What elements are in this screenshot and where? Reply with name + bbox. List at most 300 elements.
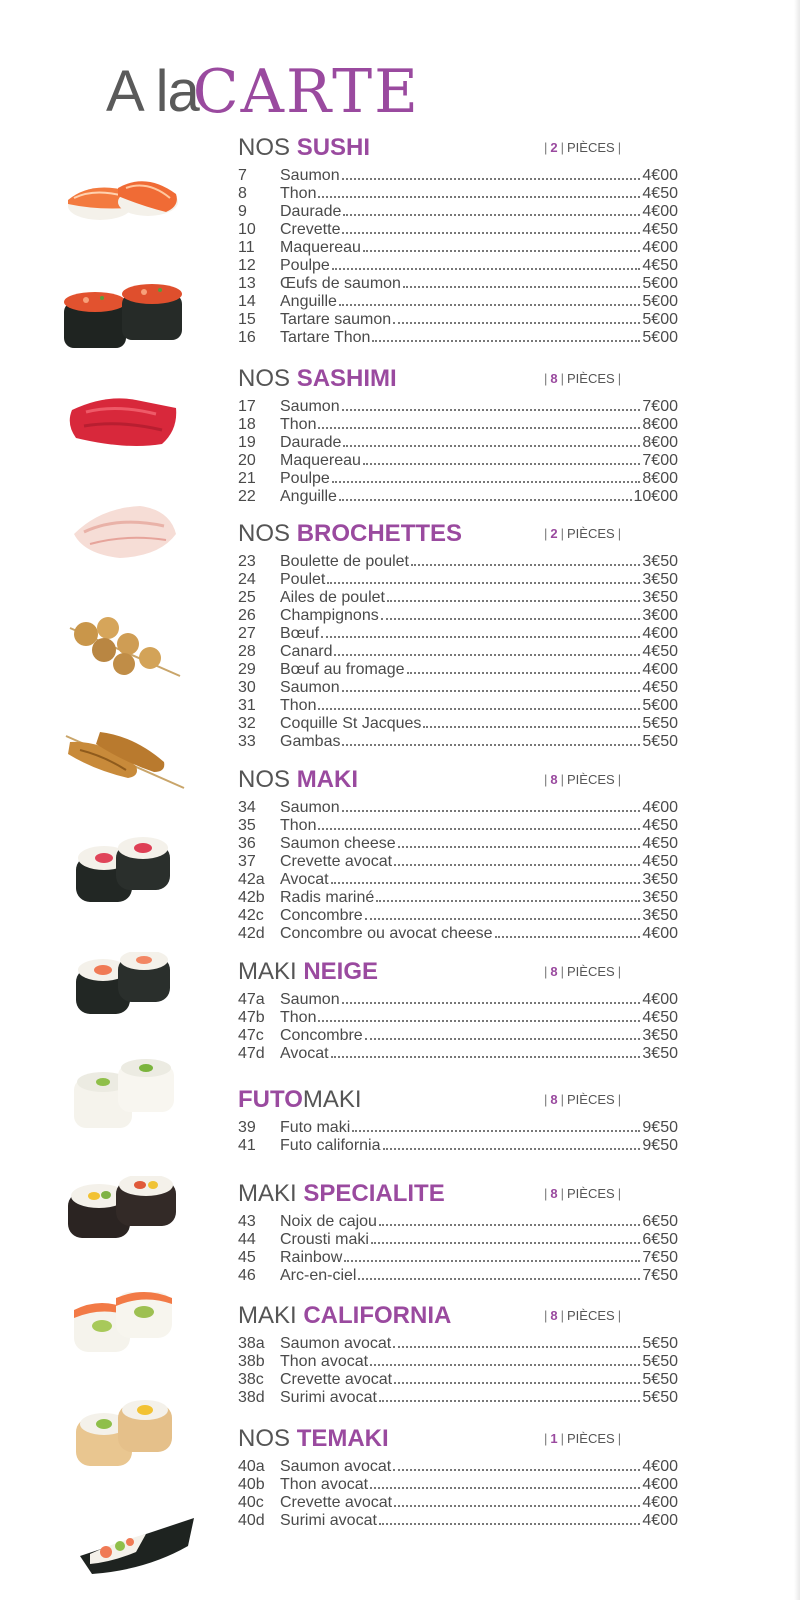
menu-item xyxy=(238,1137,678,1155)
dot-leader xyxy=(423,725,640,728)
item-name: Crevette avocat xyxy=(280,1371,393,1388)
dot-leader xyxy=(394,1381,640,1384)
item-name: Thon xyxy=(280,1009,317,1026)
section-title-light: MAKI xyxy=(238,958,304,985)
pieces-count: 8 xyxy=(550,1308,558,1323)
section-title-bold: CALIFORNIA xyxy=(303,1302,452,1329)
item-price: 4€00 xyxy=(642,1458,678,1475)
divider: | xyxy=(560,772,565,787)
item-list xyxy=(238,1213,678,1285)
item-name: Avocat xyxy=(280,1045,329,1062)
item-name: Boulette de poulet xyxy=(280,553,409,570)
item-price: 4€00 xyxy=(642,1512,678,1529)
item-line xyxy=(280,434,678,452)
page-edge-shadow xyxy=(794,0,800,1600)
item-name: Saumon avocat xyxy=(280,1335,392,1352)
item-line xyxy=(280,571,678,589)
item-number: 18 xyxy=(238,416,256,433)
item-name: Poulpe xyxy=(280,470,330,487)
divider: | xyxy=(544,772,548,787)
section-title-bold: SASHIMI xyxy=(296,365,397,392)
item-number: 20 xyxy=(238,452,256,469)
item-line xyxy=(280,643,678,661)
item-number: 28 xyxy=(238,643,256,660)
gunkan-sushi-photo xyxy=(60,280,188,354)
pieces-label: PIÈCES xyxy=(567,1431,615,1446)
menu-section xyxy=(238,1301,678,1407)
item-price: 3€50 xyxy=(642,871,678,888)
menu-item xyxy=(238,1494,678,1512)
divider: | xyxy=(560,1431,565,1446)
item-number: 26 xyxy=(238,607,256,624)
dot-leader xyxy=(332,267,641,270)
section-title-bold: NEIGE xyxy=(303,958,379,985)
section-title-light: NOS xyxy=(238,1425,297,1452)
menu-item xyxy=(238,203,678,221)
divider: | xyxy=(560,1186,565,1201)
dot-leader xyxy=(363,249,640,252)
salmon-maki-photo xyxy=(74,952,174,1018)
item-price: 5€50 xyxy=(642,1335,678,1352)
menu-item xyxy=(238,275,678,293)
item-name: Surimi avocat xyxy=(280,1512,377,1529)
section-header xyxy=(238,765,678,795)
item-number: 36 xyxy=(238,835,256,852)
pieces-label: PIÈCES xyxy=(567,964,615,979)
divider: | xyxy=(617,772,622,787)
item-name: Thon xyxy=(280,185,317,202)
menu-item xyxy=(238,1249,678,1267)
menu-section xyxy=(238,765,678,943)
item-number: 40d xyxy=(238,1512,265,1529)
item-line xyxy=(280,889,678,907)
dot-leader xyxy=(411,563,640,566)
item-name: Thon xyxy=(280,817,317,834)
tuna-maki-photo xyxy=(74,836,174,906)
item-line xyxy=(280,625,678,643)
divider: | xyxy=(560,140,565,155)
item-price: 6€50 xyxy=(642,1231,678,1248)
section-title-light: MAKI xyxy=(238,1180,304,1207)
item-price: 5€50 xyxy=(642,1389,678,1406)
menu-item xyxy=(238,991,678,1009)
item-number: 13 xyxy=(238,275,256,292)
divider: | xyxy=(617,1186,622,1201)
item-price: 4€00 xyxy=(642,661,678,678)
item-name: Bœuf au fromage xyxy=(280,661,405,678)
pieces-label: PIÈCES xyxy=(567,772,615,787)
section-title-bold: MAKI xyxy=(296,766,359,793)
menu-item xyxy=(238,889,678,907)
item-number: 21 xyxy=(238,470,256,487)
dot-leader xyxy=(393,1345,640,1348)
item-line xyxy=(280,1458,678,1476)
section-title-light: NOS xyxy=(238,365,297,392)
item-line xyxy=(280,1389,678,1407)
pieces-label: PIÈCES xyxy=(567,526,615,541)
divider: | xyxy=(617,964,622,979)
item-price: 4€00 xyxy=(642,239,678,256)
item-price: 10€00 xyxy=(633,488,678,505)
pieces-count: 8 xyxy=(550,1092,558,1107)
menu-title xyxy=(106,52,420,132)
item-name: Saumon cheese xyxy=(280,835,396,852)
item-price: 3€50 xyxy=(642,1027,678,1044)
item-number: 42b xyxy=(238,889,265,906)
dot-leader xyxy=(495,935,641,938)
section-header xyxy=(238,519,678,549)
dot-leader xyxy=(381,617,641,620)
pieces-count: 8 xyxy=(550,371,558,386)
item-price: 4€50 xyxy=(642,643,678,660)
dot-leader xyxy=(342,809,641,812)
menu-item xyxy=(238,625,678,643)
menu-item xyxy=(238,679,678,697)
item-price: 4€50 xyxy=(642,257,678,274)
menu-item xyxy=(238,1371,678,1389)
california-maki-photo xyxy=(74,1398,174,1470)
divider: | xyxy=(560,1092,565,1107)
divider: | xyxy=(617,371,622,386)
section-title xyxy=(238,1085,362,1115)
item-number: 40b xyxy=(238,1476,265,1493)
dot-leader xyxy=(403,285,640,288)
item-price: 5€00 xyxy=(642,275,678,292)
section-title xyxy=(238,133,370,163)
item-number: 47d xyxy=(238,1045,265,1062)
item-line xyxy=(280,185,678,203)
pieces-label: PIÈCES xyxy=(567,371,615,386)
item-price: 5€00 xyxy=(642,697,678,714)
maki-neige-photo xyxy=(72,1058,176,1130)
item-price: 9€50 xyxy=(642,1119,678,1136)
item-list xyxy=(238,799,678,943)
section-title-light: NOS xyxy=(238,520,297,547)
item-name: Poulpe xyxy=(280,257,330,274)
item-price: 8€00 xyxy=(642,434,678,451)
divider: | xyxy=(544,140,548,155)
item-number: 47c xyxy=(238,1027,264,1044)
item-price: 7€50 xyxy=(642,1267,678,1284)
item-number: 44 xyxy=(238,1231,256,1248)
dot-leader xyxy=(387,599,640,602)
section-header xyxy=(238,1085,678,1115)
divider: | xyxy=(560,371,565,386)
divider: | xyxy=(617,140,622,155)
item-line xyxy=(280,1353,678,1371)
item-line xyxy=(280,907,678,925)
item-price: 9€50 xyxy=(642,1137,678,1154)
item-number: 15 xyxy=(238,311,256,328)
dot-leader xyxy=(342,231,640,234)
dot-leader xyxy=(318,1019,640,1022)
item-name: Thon xyxy=(280,416,317,433)
item-price: 4€00 xyxy=(642,925,678,942)
item-name: Thon avocat xyxy=(280,1476,369,1493)
menu-item xyxy=(238,871,678,889)
item-number: 45 xyxy=(238,1249,256,1266)
dot-leader xyxy=(379,1522,640,1525)
pieces-indicator xyxy=(544,1089,621,1111)
menu-section xyxy=(238,1085,678,1155)
item-price: 4€50 xyxy=(642,817,678,834)
section-title xyxy=(238,957,378,987)
divider: | xyxy=(544,964,548,979)
item-price: 6€50 xyxy=(642,1213,678,1230)
item-name: Saumon xyxy=(280,799,340,816)
chicken-skewer-photo xyxy=(64,726,186,790)
item-line xyxy=(280,1027,678,1045)
item-name: Tartare Thon xyxy=(280,329,371,346)
divider: | xyxy=(617,526,622,541)
section-header xyxy=(238,364,678,394)
item-number: 22 xyxy=(238,488,256,505)
dot-leader xyxy=(343,213,640,216)
divider: | xyxy=(617,1308,622,1323)
item-price: 8€00 xyxy=(642,416,678,433)
item-line xyxy=(280,679,678,697)
menu-item xyxy=(238,607,678,625)
dot-leader xyxy=(342,408,641,411)
divider: | xyxy=(560,1308,565,1323)
menu-item xyxy=(238,643,678,661)
dot-leader xyxy=(383,1147,641,1150)
menu-item xyxy=(238,733,678,751)
section-title-light: MAKI xyxy=(238,1302,304,1329)
dot-leader xyxy=(332,480,641,483)
item-line xyxy=(280,661,678,679)
item-name: Maquereau xyxy=(280,239,361,256)
dot-leader xyxy=(358,1277,640,1280)
menu-item xyxy=(238,907,678,925)
divider: | xyxy=(560,526,565,541)
menu-item xyxy=(238,311,678,329)
menu-item xyxy=(238,167,678,185)
item-name: Noix de cajou xyxy=(280,1213,377,1230)
item-number: 11 xyxy=(238,239,255,256)
item-line xyxy=(280,203,678,221)
menu-item xyxy=(238,799,678,817)
item-number: 29 xyxy=(238,661,256,678)
item-line xyxy=(280,835,678,853)
item-price: 3€50 xyxy=(642,889,678,906)
item-name: Concombre ou avocat cheese xyxy=(280,925,493,942)
item-line xyxy=(280,733,678,751)
item-name: Futo maki xyxy=(280,1119,351,1136)
item-price: 3€50 xyxy=(642,589,678,606)
item-line xyxy=(280,1249,678,1267)
item-price: 4€00 xyxy=(642,167,678,184)
menu-item xyxy=(238,1476,678,1494)
item-number: 41 xyxy=(238,1137,256,1154)
section-title-light: MAKI xyxy=(302,1086,362,1113)
dot-leader xyxy=(365,917,641,920)
item-number: 10 xyxy=(238,221,256,238)
menu-item xyxy=(238,452,678,470)
item-name: Thon avocat xyxy=(280,1353,369,1370)
section-title-bold: TEMAKI xyxy=(296,1425,389,1452)
item-number: 31 xyxy=(238,697,256,714)
item-list xyxy=(238,1335,678,1407)
item-price: 5€50 xyxy=(642,1353,678,1370)
menu-item xyxy=(238,488,678,506)
menu-section xyxy=(238,519,678,751)
item-number: 42d xyxy=(238,925,265,942)
pieces-indicator xyxy=(544,523,621,545)
dot-leader xyxy=(365,1037,641,1040)
item-price: 5€00 xyxy=(642,329,678,346)
item-price: 3€50 xyxy=(642,553,678,570)
item-number: 17 xyxy=(238,398,256,415)
dot-leader xyxy=(398,845,641,848)
dot-leader xyxy=(407,671,641,674)
item-price: 4€50 xyxy=(642,679,678,696)
tuna-sashimi-photo xyxy=(66,390,182,454)
item-number: 37 xyxy=(238,853,256,870)
menu-section xyxy=(238,133,678,347)
section-title xyxy=(238,1424,389,1454)
item-price: 4€00 xyxy=(642,799,678,816)
item-line xyxy=(280,1045,678,1063)
dot-leader xyxy=(394,863,640,866)
item-number: 14 xyxy=(238,293,256,310)
dot-leader xyxy=(376,899,640,902)
menu-item xyxy=(238,835,678,853)
dot-leader xyxy=(370,1486,640,1489)
pieces-indicator xyxy=(544,961,621,983)
menu-title-prefix: A la xyxy=(106,59,199,124)
dot-leader xyxy=(342,177,641,180)
item-name: Radis mariné xyxy=(280,889,375,906)
dot-leader xyxy=(370,1363,640,1366)
menu-item xyxy=(238,571,678,589)
item-line xyxy=(280,607,678,625)
dot-leader xyxy=(363,462,640,465)
section-title-bold: BROCHETTES xyxy=(296,520,463,547)
menu-item xyxy=(238,221,678,239)
menu-title-carte: CARTE xyxy=(192,57,420,127)
item-price: 8€00 xyxy=(642,470,678,487)
item-line xyxy=(280,715,678,733)
item-number: 46 xyxy=(238,1267,256,1284)
dot-leader xyxy=(379,1399,640,1402)
dot-leader xyxy=(372,339,640,342)
item-line xyxy=(280,991,678,1009)
item-number: 33 xyxy=(238,733,256,750)
item-name: Saumon xyxy=(280,398,340,415)
item-line xyxy=(280,329,678,347)
item-name: Surimi avocat xyxy=(280,1389,377,1406)
item-price: 5€50 xyxy=(642,1371,678,1388)
menu-item xyxy=(238,925,678,943)
section-title-light: NOS xyxy=(238,134,297,161)
menu-item xyxy=(238,817,678,835)
section-title xyxy=(238,364,397,394)
item-price: 4€00 xyxy=(642,1476,678,1493)
item-line xyxy=(280,1371,678,1389)
menu-item xyxy=(238,661,678,679)
futomaki-photo xyxy=(66,1176,180,1242)
dot-leader xyxy=(393,321,640,324)
item-name: Canard xyxy=(280,643,333,660)
pieces-count: 8 xyxy=(550,1186,558,1201)
item-number: 24 xyxy=(238,571,256,588)
pieces-indicator xyxy=(544,368,621,390)
item-number: 16 xyxy=(238,329,256,346)
section-header xyxy=(238,1301,678,1331)
pieces-indicator xyxy=(544,1183,621,1205)
item-number: 9 xyxy=(238,203,247,220)
dot-leader xyxy=(342,743,640,746)
item-number: 43 xyxy=(238,1213,256,1230)
mushroom-skewer-photo xyxy=(64,614,184,680)
divider: | xyxy=(617,1431,622,1446)
menu-item xyxy=(238,239,678,257)
item-line xyxy=(280,257,678,275)
divider: | xyxy=(544,1186,548,1201)
item-line xyxy=(280,1335,678,1353)
item-line xyxy=(280,488,678,506)
menu-item xyxy=(238,1231,678,1249)
divider: | xyxy=(544,1092,548,1107)
menu-item xyxy=(238,1458,678,1476)
item-name: Daurade xyxy=(280,434,342,451)
section-title-bold: FUTO xyxy=(238,1086,303,1113)
item-price: 5€00 xyxy=(642,293,678,310)
item-name: Rainbow xyxy=(280,1249,343,1266)
item-price: 4€50 xyxy=(642,185,678,202)
section-header xyxy=(238,1424,678,1454)
item-price: 4€00 xyxy=(642,203,678,220)
pieces-count: 2 xyxy=(550,526,558,541)
item-name: Anguille xyxy=(280,293,337,310)
item-name: Ailes de poulet xyxy=(280,589,385,606)
pieces-indicator xyxy=(544,769,621,791)
item-number: 12 xyxy=(238,257,256,274)
item-line xyxy=(280,398,678,416)
item-number: 19 xyxy=(238,434,256,451)
item-number: 40a xyxy=(238,1458,265,1475)
pieces-count: 8 xyxy=(550,964,558,979)
item-line xyxy=(280,470,678,488)
dot-leader xyxy=(331,1055,641,1058)
dot-leader xyxy=(342,689,641,692)
dot-leader xyxy=(339,498,632,501)
item-name: Concombre xyxy=(280,907,363,924)
dot-leader xyxy=(334,653,640,656)
section-title-bold: SUSHI xyxy=(296,134,371,161)
menu-section xyxy=(238,957,678,1063)
rainbow-maki-photo xyxy=(72,1286,176,1356)
item-name: Avocat xyxy=(280,871,329,888)
dot-leader xyxy=(371,1241,641,1244)
item-name: Champignons xyxy=(280,607,379,624)
item-line xyxy=(280,1137,678,1155)
item-line xyxy=(280,553,678,571)
item-number: 38c xyxy=(238,1371,264,1388)
item-list xyxy=(238,1458,678,1530)
item-price: 5€50 xyxy=(642,715,678,732)
temaki-photo xyxy=(76,1512,196,1576)
dot-leader xyxy=(379,1223,640,1226)
item-name: Crevette avocat xyxy=(280,853,393,870)
item-name: Saumon xyxy=(280,679,340,696)
menu-item xyxy=(238,1335,678,1353)
menu-item xyxy=(238,1213,678,1231)
item-line xyxy=(280,925,678,943)
pieces-indicator xyxy=(544,1428,621,1450)
item-price: 4€50 xyxy=(642,853,678,870)
